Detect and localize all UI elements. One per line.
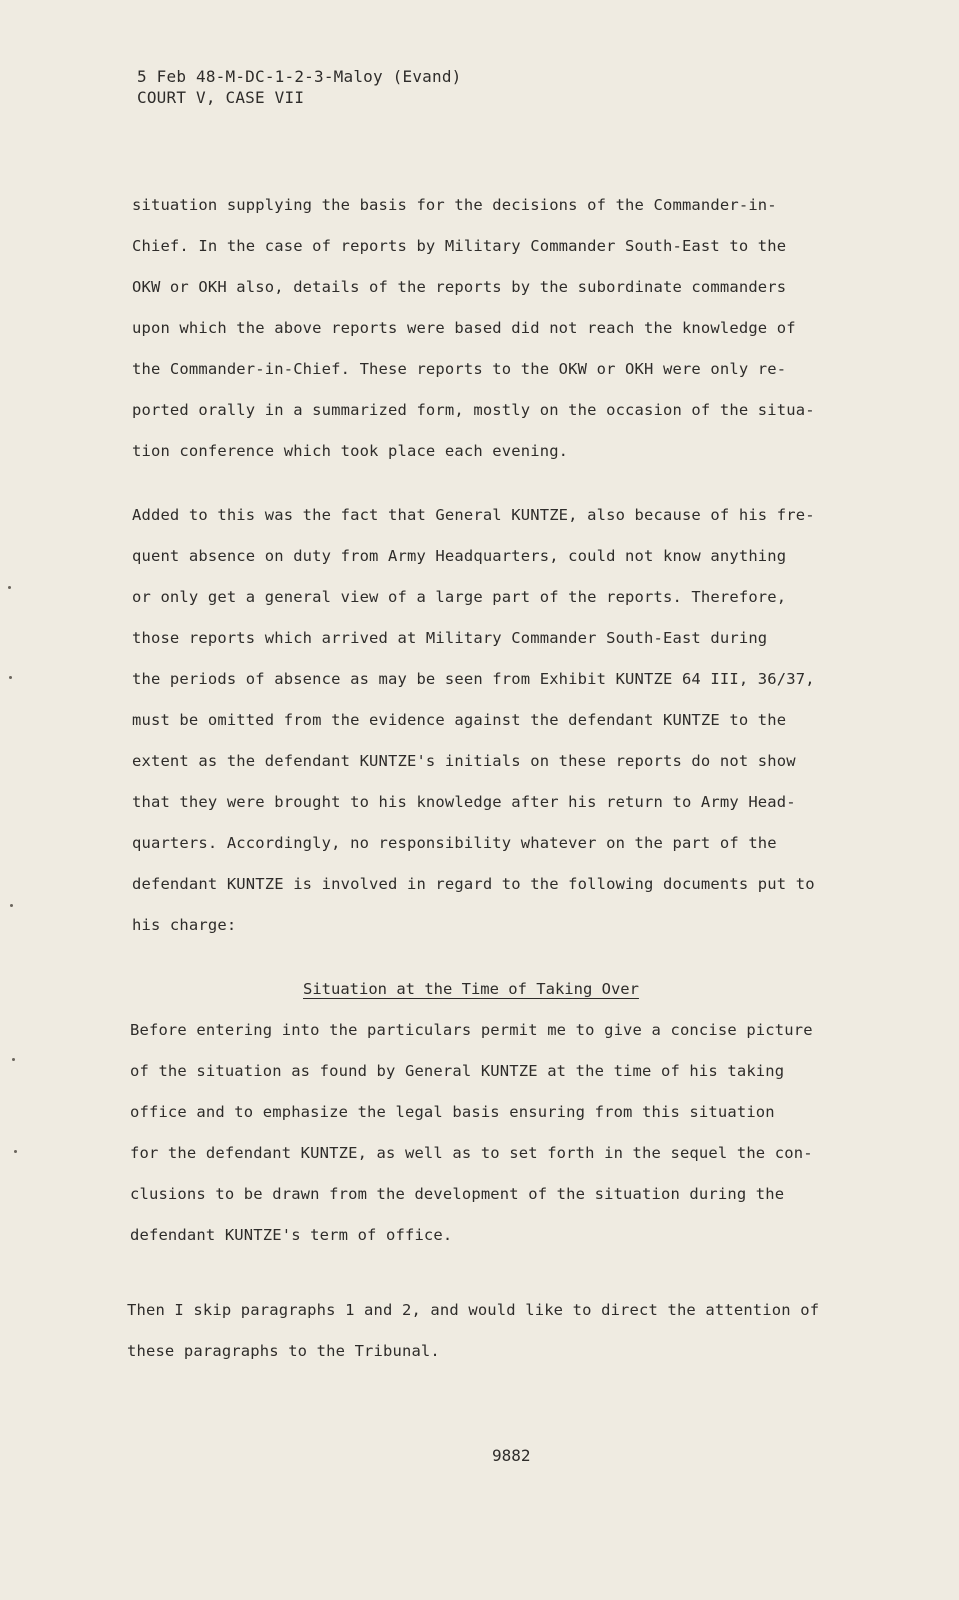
header-court-case-line: COURT V, CASE VII xyxy=(137,88,305,107)
scan-speck xyxy=(10,904,13,907)
text-line: of the situation as found by General KUNTZE at the time of his taking xyxy=(130,1062,785,1080)
text-line: the periods of absence as may be seen from Exhibit KUNTZE 64 III, 36/37, xyxy=(132,670,815,688)
page-number: 9882 xyxy=(492,1446,531,1465)
text-line: defendant KUNTZE is involved in regard to the following documents put to xyxy=(132,875,815,893)
paragraph-2 xyxy=(132,495,877,946)
header-reference-line: 5 Feb 48-M-DC-1-2-3-Maloy (Evand) xyxy=(137,67,462,86)
section-heading: Situation at the Time of Taking Over xyxy=(303,980,639,998)
text-line: for the defendant KUNTZE, as well as to set forth in the sequel the con- xyxy=(130,1144,813,1162)
text-line: Added to this was the fact that General KUNTZE, also because of his fre- xyxy=(132,506,815,524)
text-line: those reports which arrived at Military Commander South-East during xyxy=(132,629,768,647)
text-line: defendant KUNTZE's term of office. xyxy=(130,1226,453,1244)
document-header xyxy=(137,66,461,108)
text-line: clusions to be drawn from the development of the situation during the xyxy=(130,1185,785,1203)
text-line: quarters. Accordingly, no responsibility whatever on the part of the xyxy=(132,834,777,852)
scan-speck xyxy=(12,1058,15,1061)
text-line: or only get a general view of a large part of the reports. Therefore, xyxy=(132,588,787,606)
paragraph-1 xyxy=(132,185,877,472)
paragraph-3 xyxy=(130,1010,875,1256)
text-line: office and to emphasize the legal basis ensuring from this situation xyxy=(130,1103,775,1121)
text-line: the Commander-in-Chief. These reports to the OKW or OKH were only re- xyxy=(132,360,787,378)
text-line: Before entering into the particulars permit me to give a concise picture xyxy=(130,1021,813,1039)
text-line: Then I skip paragraphs 1 and 2, and would like to direct the attention of xyxy=(127,1301,820,1319)
text-line: his charge: xyxy=(132,916,237,934)
text-line: quent absence on duty from Army Headquarters, could not know anything xyxy=(132,547,787,565)
text-line: extent as the defendant KUNTZE's initials on these reports do not show xyxy=(132,752,796,770)
scan-speck xyxy=(8,586,11,589)
text-line: ported orally in a summarized form, mostly on the occasion of the situa- xyxy=(132,401,815,419)
text-line: upon which the above reports were based did not reach the knowledge of xyxy=(132,319,796,337)
scan-speck xyxy=(14,1150,17,1153)
text-line: must be omitted from the evidence against the defendant KUNTZE to the xyxy=(132,711,787,729)
text-line: these paragraphs to the Tribunal. xyxy=(127,1342,440,1360)
scan-speck xyxy=(9,676,12,679)
text-line: tion conference which took place each evening. xyxy=(132,442,569,460)
paragraph-4 xyxy=(127,1290,872,1372)
text-line: situation supplying the basis for the decisions of the Commander-in- xyxy=(132,196,777,214)
text-line: OKW or OKH also, details of the reports by the subordinate commanders xyxy=(132,278,787,296)
text-line: that they were brought to his knowledge after his return to Army Head- xyxy=(132,793,796,811)
text-line: Chief. In the case of reports by Military Commander South-East to the xyxy=(132,237,787,255)
